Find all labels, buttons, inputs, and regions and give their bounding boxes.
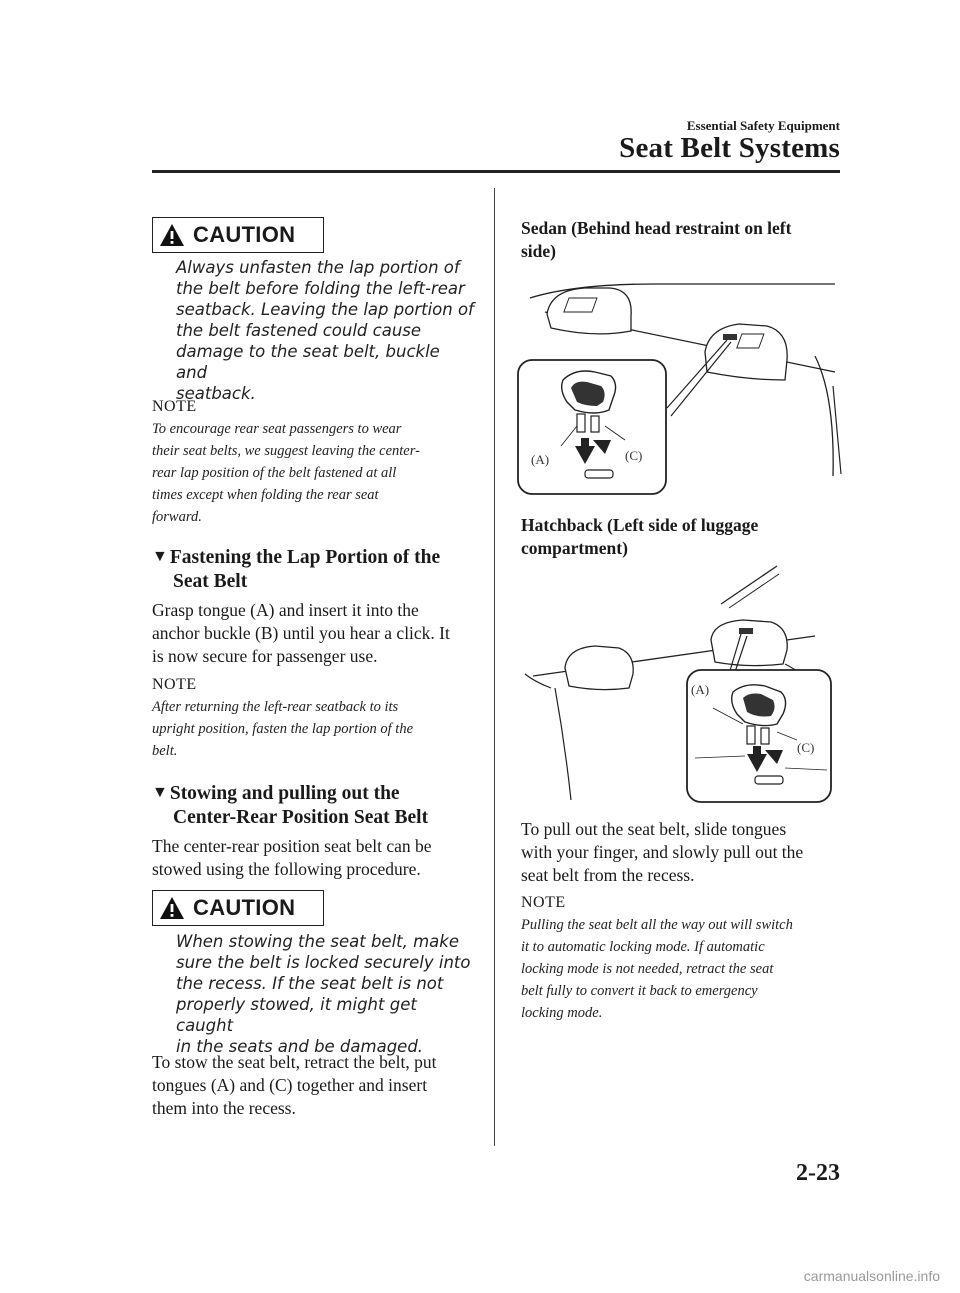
paragraph: The center-rear position seat belt can be stowed using the following procedure. <box>152 836 432 879</box>
warning-icon <box>159 896 185 920</box>
caution-text: When stowing the seat belt, make sure the belt is locked securely into the recess. If the seat belt is not properly stowed, it might get caught in the seats and be damaged. <box>176 932 471 1056</box>
figure-label-a: (A) <box>691 682 710 697</box>
page-title: Seat Belt Systems <box>619 132 840 164</box>
figure-heading: Sedan (Behind head restraint on left side) <box>521 218 792 261</box>
note-line: forward. <box>152 509 202 525</box>
caution-line: the belt fastened could cause <box>176 321 422 340</box>
paragraph: To pull out the seat belt, slide tongues with your finger, and slowly pull out the seat belt from the recess. <box>521 819 804 885</box>
caution-label: CAUTION <box>193 222 296 247</box>
paragraph: Grasp tongue (A) and insert it into the anchor buckle (B) until you hear a click. It is now secure for passenger use. <box>152 600 450 666</box>
note-text <box>152 418 482 528</box>
caution-box <box>152 890 324 926</box>
hatchback-figure <box>515 564 845 806</box>
note-line: their seat belts, we suggest leaving the center- <box>152 443 420 459</box>
figure-label-c: (C) <box>797 740 815 755</box>
caution-line: seatback. <box>176 384 256 403</box>
caution-box <box>152 217 324 253</box>
note-label: NOTE <box>152 398 197 415</box>
triangle-bullet-icon: ▼ <box>152 784 168 801</box>
warning-icon <box>159 223 185 247</box>
caution-line: Always unfasten the lap portion of <box>176 258 460 277</box>
note-label: NOTE <box>152 676 197 693</box>
column-divider <box>494 188 495 1146</box>
caution-label: CAUTION <box>193 895 296 920</box>
figure-label-a: (A) <box>531 452 550 467</box>
sedan-figure <box>515 276 845 498</box>
caution-line: damage to the seat belt, buckle and <box>176 342 440 382</box>
note-text: Pulling the seat belt all the way out will switch it to automatic locking mode. If automatic locking mode is not needed, retract the seat belt fully to convert it back to emergency locking mode. <box>521 917 793 1021</box>
note-line: To encourage rear seat passengers to wear <box>152 421 402 437</box>
page-number: 2-23 <box>796 1160 840 1186</box>
triangle-bullet-icon: ▼ <box>152 548 168 565</box>
figure-heading: Hatchback (Left side of luggage compartment) <box>521 515 759 558</box>
note-line: rear lap position of the belt fastened at all <box>152 465 397 481</box>
caution-line: seatback. Leaving the lap portion of <box>176 300 474 319</box>
note-line: times except when folding the rear seat <box>152 487 379 503</box>
section-heading: ▼ Fastening the Lap Portion of the Seat Belt <box>152 547 441 592</box>
figure-label-c: (C) <box>625 448 643 463</box>
section-label: Essential Safety Equipment <box>686 118 840 133</box>
header-divider <box>152 170 840 173</box>
note-text: After returning the left-rear seatback to its upright position, fasten the lap portion of the belt. <box>152 699 413 759</box>
watermark: carmanualsonline.info <box>803 1268 940 1284</box>
caution-text <box>176 257 476 404</box>
caution-line: the belt before folding the left-rear <box>176 279 465 298</box>
section-heading: ▼ Stowing and pulling out the Center-Rear Position Seat Belt <box>152 783 429 828</box>
note-label: NOTE <box>521 894 566 911</box>
paragraph: To stow the seat belt, retract the belt, put tongues (A) and (C) together and insert them into the recess. <box>152 1052 437 1118</box>
